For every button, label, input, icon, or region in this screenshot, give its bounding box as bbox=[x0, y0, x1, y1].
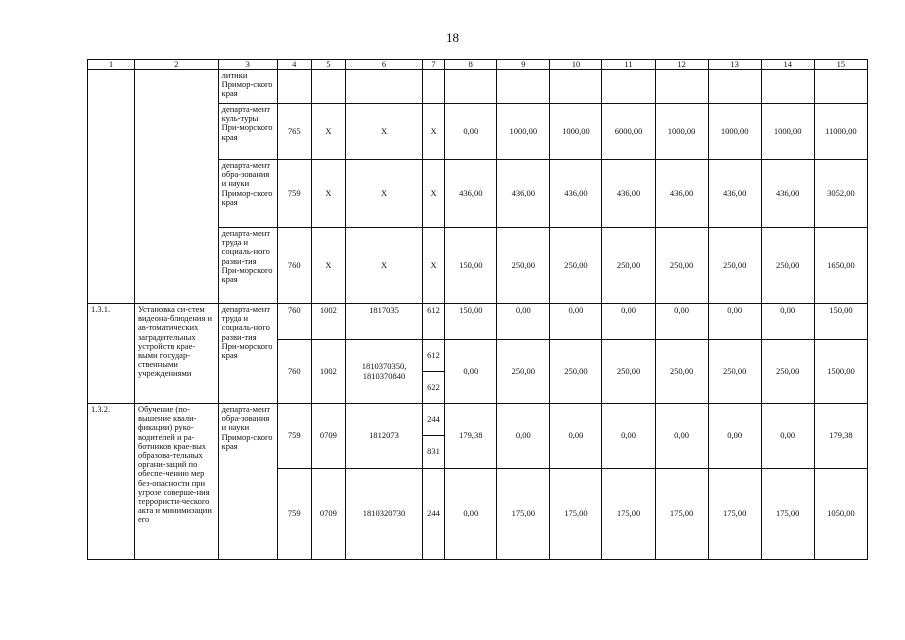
expense-type: Х bbox=[422, 104, 444, 160]
amount-cell: 175,00 bbox=[708, 469, 761, 560]
total-cell: 1650,00 bbox=[814, 228, 867, 304]
amount-cell: 0,00 bbox=[761, 304, 814, 340]
expense-type: 831 bbox=[422, 436, 444, 469]
amount-cell: 250,00 bbox=[655, 340, 708, 404]
amount-cell: 175,00 bbox=[602, 469, 655, 560]
item-name: Обучение (по-вышение квали-фикации) руко-водителей и ра-ботников крае-вых образова-тельных органи-заций по обеспе-чению мер без-опасности при угрозе соверше-ния террористи-ческого акта и минимизации его bbox=[134, 404, 218, 560]
item-number: 1.3.2. bbox=[88, 404, 135, 560]
amount-cell: 0,00 bbox=[761, 404, 814, 469]
amount-cell: 175,00 bbox=[497, 469, 550, 560]
table-row bbox=[88, 70, 868, 104]
total-cell: 179,38 bbox=[814, 404, 867, 469]
grbs-code: 760 bbox=[277, 304, 311, 340]
amount-cell: 150,00 bbox=[445, 304, 497, 340]
amount-cell: 179,38 bbox=[445, 404, 497, 469]
amount-cell: 1000,00 bbox=[761, 104, 814, 160]
amount-cell: 250,00 bbox=[708, 340, 761, 404]
expense-type: 612 bbox=[422, 340, 444, 372]
amount-cell: 0,00 bbox=[602, 404, 655, 469]
grbs-code: 759 bbox=[277, 469, 311, 560]
amount-cell: 0,00 bbox=[550, 304, 602, 340]
amount-cell: 436,00 bbox=[550, 160, 602, 228]
amount-cell: 250,00 bbox=[602, 340, 655, 404]
amount-cell: 0,00 bbox=[708, 304, 761, 340]
section-code: 0709 bbox=[311, 404, 346, 469]
item-number-cell bbox=[88, 70, 135, 304]
column-header: 13 bbox=[708, 60, 761, 70]
expense-type: Х bbox=[422, 228, 444, 304]
column-header: 5 bbox=[311, 60, 346, 70]
amount-cell: 0,00 bbox=[445, 104, 497, 160]
expense-type: 244 bbox=[422, 469, 444, 560]
column-header: 3 bbox=[218, 60, 277, 70]
executor-cell: департа-мент труда и социаль-ного разви-тия При-морского края bbox=[218, 304, 277, 404]
executor-cell: департа-мент труда и социаль-ного разви-тия При-морского края bbox=[218, 228, 277, 304]
total-cell: 11000,00 bbox=[814, 104, 867, 160]
grbs-code: 765 bbox=[277, 104, 311, 160]
section-code: Х bbox=[311, 104, 346, 160]
column-header: 7 bbox=[422, 60, 444, 70]
amount-cell: 0,00 bbox=[445, 340, 497, 404]
item-name: Установка си-стем видеона-блюдения и ав-томатических заградительных устройств крае-выми государ-ственными учреждениями bbox=[134, 304, 218, 404]
column-header: 1 bbox=[88, 60, 135, 70]
section-code: 1002 bbox=[311, 304, 346, 340]
table-row bbox=[88, 304, 868, 340]
expense-type: Х bbox=[422, 160, 444, 228]
target-article: Х bbox=[346, 104, 423, 160]
amount-cell: 1000,00 bbox=[708, 104, 761, 160]
column-header: 9 bbox=[497, 60, 550, 70]
amount-cell: 0,00 bbox=[708, 404, 761, 469]
amount-cell: 250,00 bbox=[708, 228, 761, 304]
column-header: 14 bbox=[761, 60, 814, 70]
amount-cell: 0,00 bbox=[655, 404, 708, 469]
item-number: 1.3.1. bbox=[88, 304, 135, 404]
section-code: Х bbox=[311, 160, 346, 228]
amount-cell: 0,00 bbox=[445, 469, 497, 560]
amount-cell: 0,00 bbox=[655, 304, 708, 340]
total-cell: 1500,00 bbox=[814, 340, 867, 404]
amount-cell: 436,00 bbox=[602, 160, 655, 228]
column-header: 15 bbox=[814, 60, 867, 70]
executor-cell: департа-мент обра-зования и науки Примор-ского края bbox=[218, 160, 277, 228]
column-header: 8 bbox=[445, 60, 497, 70]
target-article: Х bbox=[346, 228, 423, 304]
page-number: 18 bbox=[446, 30, 459, 45]
grbs-code: 759 bbox=[277, 160, 311, 228]
amount-cell: 175,00 bbox=[761, 469, 814, 560]
amount-cell: 1000,00 bbox=[497, 104, 550, 160]
grbs-code: 760 bbox=[277, 340, 311, 404]
amount-cell: 150,00 bbox=[445, 228, 497, 304]
amount-cell: 436,00 bbox=[761, 160, 814, 228]
section-code: Х bbox=[311, 228, 346, 304]
amount-cell: 250,00 bbox=[497, 228, 550, 304]
amount-cell: 250,00 bbox=[550, 340, 602, 404]
executor-cell: литики Примор-ского края bbox=[218, 70, 277, 104]
executor-cell: департа-мент куль-туры При-морского края bbox=[218, 104, 277, 160]
expense-type: 244 bbox=[422, 404, 444, 436]
amount-cell: 6000,00 bbox=[602, 104, 655, 160]
expense-type: 622 bbox=[422, 372, 444, 404]
column-header: 11 bbox=[602, 60, 655, 70]
amount-cell: 0,00 bbox=[497, 404, 550, 469]
column-header: 4 bbox=[277, 60, 311, 70]
total-cell: 1050,00 bbox=[814, 469, 867, 560]
target-article: 1817035 bbox=[346, 304, 423, 340]
target-article: 1810370350, 1810370840 bbox=[346, 340, 423, 404]
item-name-cell bbox=[134, 70, 218, 304]
amount-cell: 436,00 bbox=[655, 160, 708, 228]
executor-cell: департа-мент обра-зования и науки Примор-ского края bbox=[218, 404, 277, 560]
amount-cell: 250,00 bbox=[497, 340, 550, 404]
amount-cell: 250,00 bbox=[761, 340, 814, 404]
amount-cell: 250,00 bbox=[602, 228, 655, 304]
amount-cell: 436,00 bbox=[445, 160, 497, 228]
amount-cell: 0,00 bbox=[550, 404, 602, 469]
amount-cell: 250,00 bbox=[550, 228, 602, 304]
column-header-row bbox=[88, 60, 868, 70]
amount-cell: 1000,00 bbox=[655, 104, 708, 160]
grbs-code: 759 bbox=[277, 404, 311, 469]
table-row bbox=[88, 404, 868, 436]
target-article: 1810320730 bbox=[346, 469, 423, 560]
expense-type: 612 bbox=[422, 304, 444, 340]
amount-cell: 436,00 bbox=[708, 160, 761, 228]
section-code: 0709 bbox=[311, 469, 346, 560]
amount-cell: 250,00 bbox=[655, 228, 708, 304]
column-header: 10 bbox=[550, 60, 602, 70]
total-cell: 150,00 bbox=[814, 304, 867, 340]
target-article: Х bbox=[346, 160, 423, 228]
column-header: 2 bbox=[134, 60, 218, 70]
column-header: 12 bbox=[655, 60, 708, 70]
grbs-code: 760 bbox=[277, 228, 311, 304]
amount-cell: 436,00 bbox=[497, 160, 550, 228]
amount-cell: 0,00 bbox=[497, 304, 550, 340]
section-code: 1002 bbox=[311, 340, 346, 404]
amount-cell: 1000,00 bbox=[550, 104, 602, 160]
target-article: 1812073 bbox=[346, 404, 423, 469]
amount-cell: 175,00 bbox=[655, 469, 708, 560]
amount-cell: 250,00 bbox=[761, 228, 814, 304]
budget-table bbox=[87, 59, 868, 560]
amount-cell: 175,00 bbox=[550, 469, 602, 560]
column-header: 6 bbox=[346, 60, 423, 70]
total-cell: 3052,00 bbox=[814, 160, 867, 228]
amount-cell: 0,00 bbox=[602, 304, 655, 340]
